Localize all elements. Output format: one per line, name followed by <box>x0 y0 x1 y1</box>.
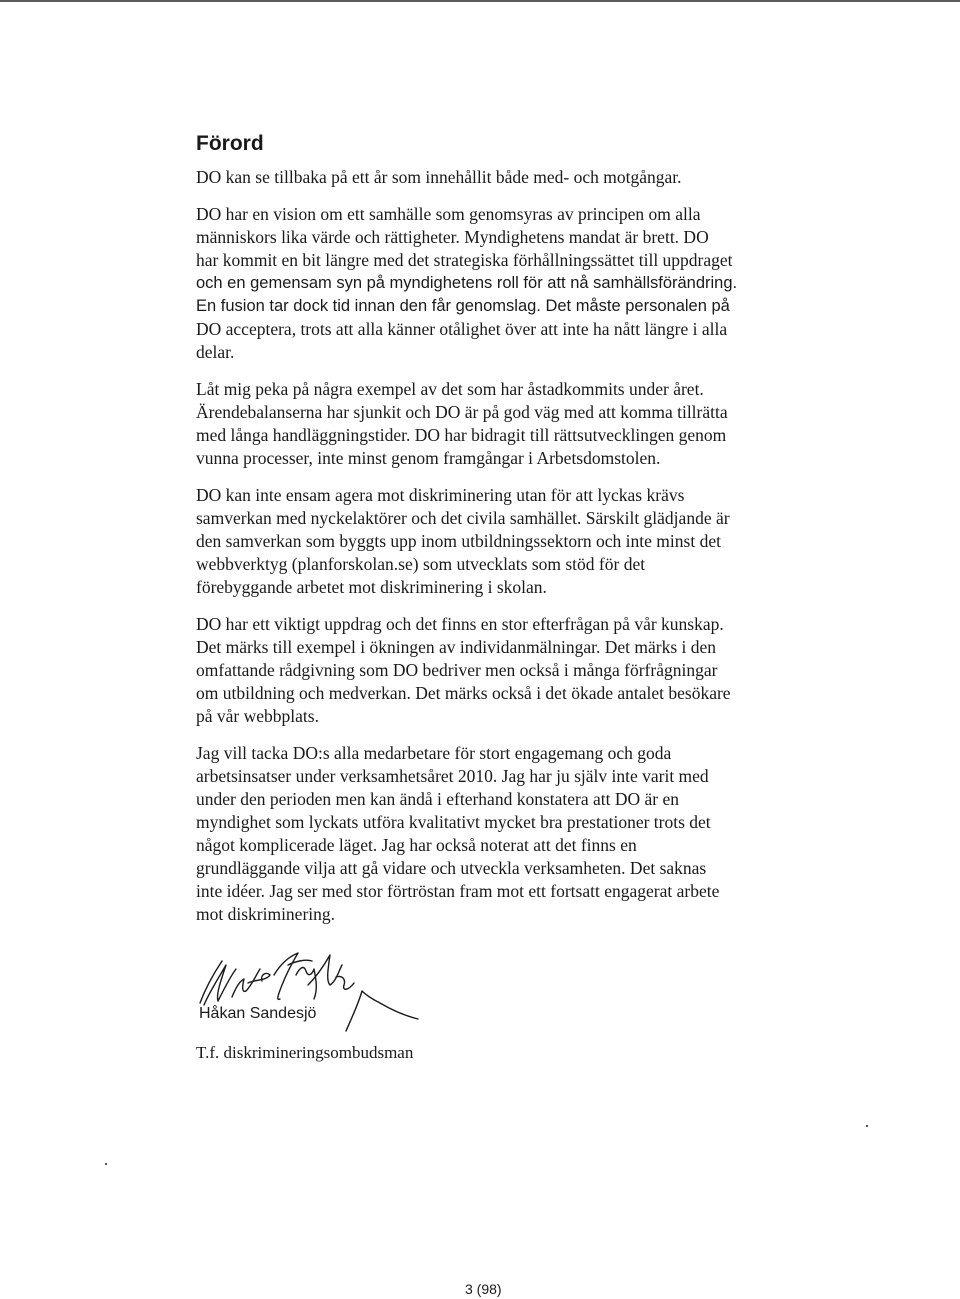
text-line: något komplicerade läget. Jag har också noterat att det finns en <box>196 835 637 855</box>
paragraph-intro <box>196 166 796 189</box>
text-line: myndighet som lyckats utföra kvalitativt mycket bra prestationer trots det <box>196 812 711 832</box>
text-line: Jag vill tacka DO:s alla medarbetare för stort engagemang och goda <box>196 743 672 763</box>
paragraph-vision <box>196 203 796 364</box>
paragraph-cooperation <box>196 484 796 599</box>
text-line: Det märks till exempel i ökningen av individanmälningar. Det märks i den <box>196 637 717 657</box>
text-line: förebyggande arbetet mot diskriminering i skolan. <box>196 577 547 597</box>
text-line: webbverktyg (planforskolan.se) som utvecklats som stöd för det <box>196 554 646 574</box>
text-line: med långa handläggningstider. DO har bidragit till rättsutvecklingen genom <box>196 425 727 445</box>
page-number: 3 (98) <box>465 1281 502 1297</box>
text-line: under den perioden men kan ändå i efterhand konstatera att DO är en <box>196 789 679 809</box>
text-line: Låt mig peka på några exempel av det som har åstadkommits under året. <box>196 379 704 399</box>
text-line: har kommit en bit längre med det strategiska förhållningssättet till uppdraget <box>196 250 733 270</box>
text-line: och en gemensam syn på myndighetens roll för att nå samhällsförändring. <box>196 274 738 292</box>
paragraph-thanks <box>196 742 796 926</box>
text-line: DO kan inte ensam agera mot diskriminering utan för att lyckas krävs <box>196 485 685 505</box>
signature-block <box>196 935 456 1075</box>
document-body <box>196 133 796 940</box>
text-line: inte idéer. Jag ser med stor förtröstan fram mot ett fortsatt engagerat arbete <box>196 881 720 901</box>
text-line: DO acceptera, trots att alla känner otålighet över att inte ha nått längre i alla <box>196 319 728 339</box>
signer-title: T.f. diskrimineringsombudsman <box>196 1043 414 1062</box>
scan-speck <box>866 1125 868 1127</box>
handwritten-signature <box>196 935 426 1045</box>
text-line: delar. <box>196 342 235 362</box>
text-line: DO har en vision om ett samhälle som genomsyras av principen om alla <box>196 204 701 224</box>
scan-speck <box>105 1163 107 1165</box>
paragraph-examples <box>196 378 796 470</box>
text-line: mot diskriminering. <box>196 904 336 924</box>
text-line: En fusion tar dock tid innan den får genomslag. Det måste personalen på <box>196 297 730 315</box>
text-line: människors lika värde och rättigheter. Myndighetens mandat är brett. DO <box>196 227 709 247</box>
text-line: samverkan med nyckelaktörer och det civila samhället. Särskilt glädjande är <box>196 508 730 528</box>
text-line: om utbildning och medverkan. Det märks också i det ökade antalet besökare <box>196 683 731 703</box>
signer-name: Håkan Sandesjö <box>199 1005 317 1022</box>
text-line: på vår webbplats. <box>196 706 319 726</box>
text-line: grundläggande vilja att gå vidare och utveckla verksamheten. Det saknas <box>196 858 707 878</box>
text-line: vunna processer, inte minst genom framgångar i Arbetsdomstolen. <box>196 448 661 468</box>
text-line: DO kan se tillbaka på ett år som innehållit både med- och motgångar. <box>196 167 682 187</box>
top-border-line <box>0 0 960 2</box>
text-line: Ärendebalanserna har sjunkit och DO är på god väg med att komma tillrätta <box>196 402 728 422</box>
text-line: den samverkan som byggts upp inom utbildningssektorn och inte minst det <box>196 531 721 551</box>
text-line: omfattande rådgivning som DO bedriver men också i många förfrågningar <box>196 660 718 680</box>
text-line: DO har ett viktigt uppdrag och det finns en stor efterfrågan på vår kunskap. <box>196 614 724 634</box>
paragraph-demand <box>196 613 796 728</box>
text-line: arbetsinsatser under verksamhetsåret 2010. Jag har ju själv inte varit med <box>196 766 709 786</box>
page-title: Förord <box>196 132 264 155</box>
